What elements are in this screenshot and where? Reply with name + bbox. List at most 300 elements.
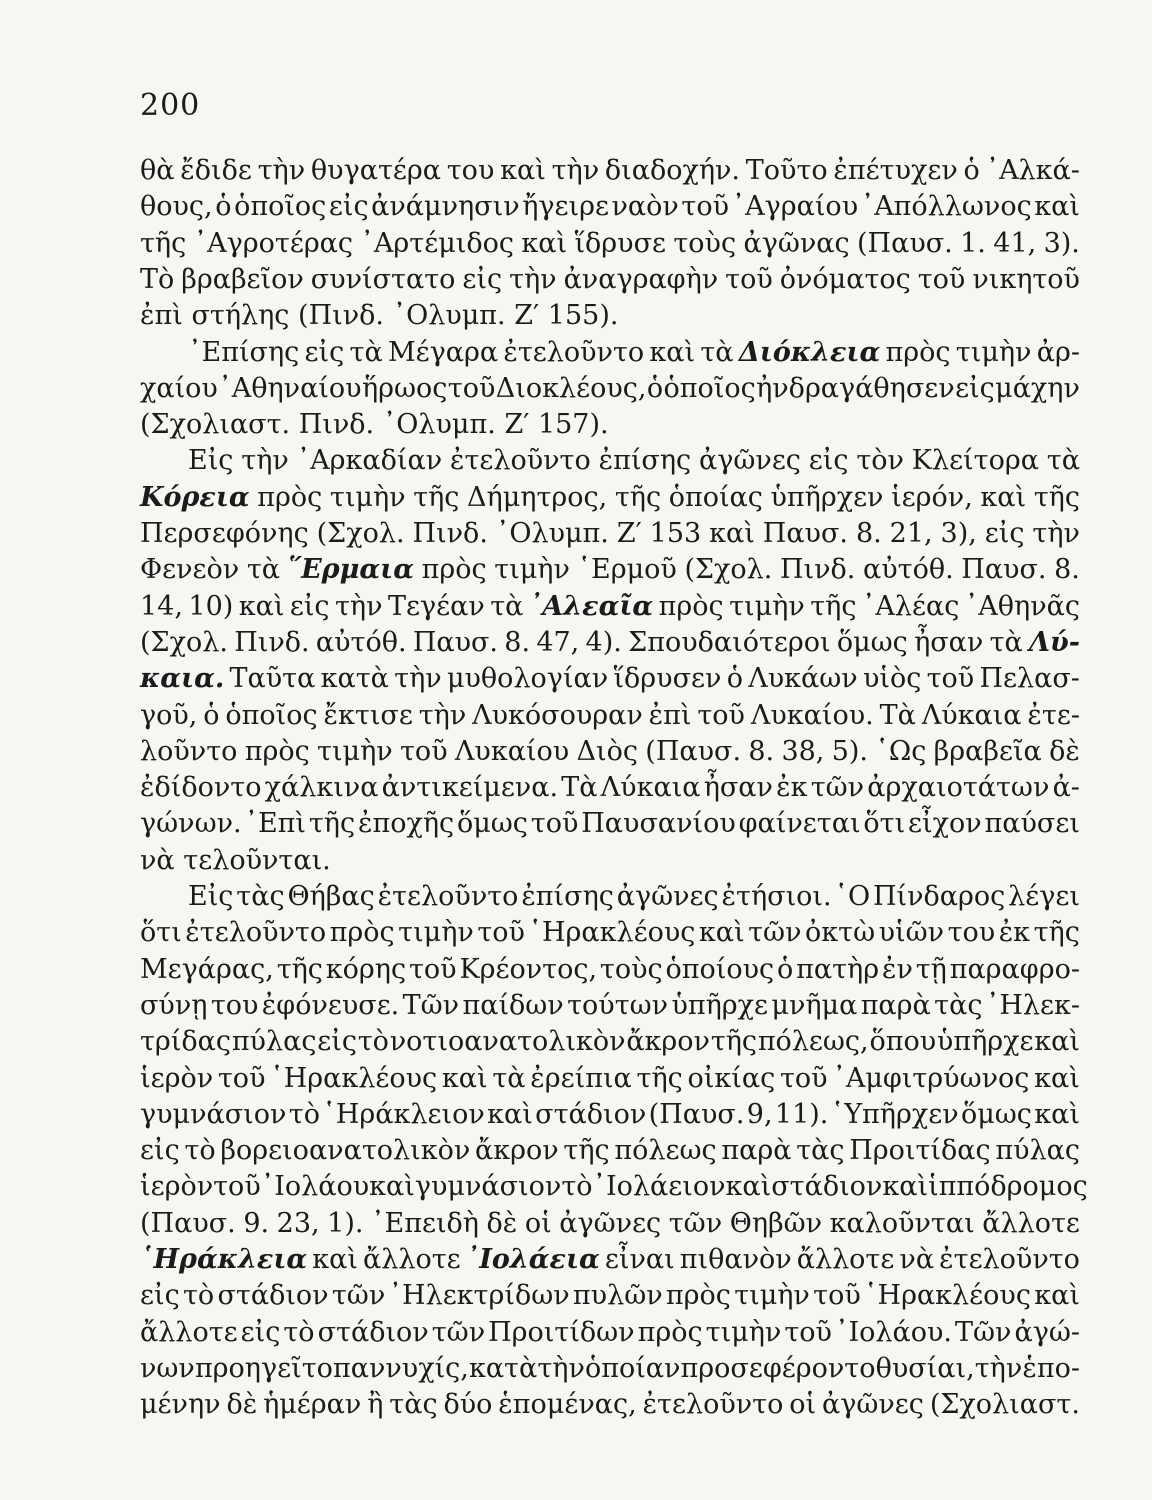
word: τῆς — [276, 953, 323, 985]
word: ὅπου — [869, 1026, 937, 1058]
word: τοῦ — [697, 699, 745, 731]
word: τὴν — [394, 663, 442, 695]
text-line — [140, 660, 1080, 698]
word: τοῦ — [213, 1171, 261, 1203]
word: ἀγῶνες — [616, 881, 719, 912]
word: Πινδ. — [412, 518, 488, 549]
word: τῆς — [563, 1135, 610, 1167]
text-line — [140, 1241, 1080, 1279]
word: τὸ — [288, 1098, 320, 1130]
word: καὶ — [238, 590, 285, 622]
word: ἱερὸν — [140, 1062, 214, 1094]
word: ᾿Αλκά- — [985, 155, 1080, 186]
text-line — [140, 261, 1080, 299]
word: ἦσαν — [914, 626, 984, 658]
word: τὰς — [934, 989, 983, 1021]
word: γοῦ, — [140, 699, 198, 731]
word: ἀρ- — [1036, 336, 1080, 368]
word: καὶ — [500, 155, 546, 186]
word: Μέγαρα — [387, 336, 499, 368]
word: (Σχολ. — [140, 626, 228, 658]
word: τιμὴν — [317, 735, 393, 767]
text-line — [140, 769, 1080, 807]
word: ᾿Ολυμπ. — [382, 409, 496, 441]
word: ἐτελοῦντο — [642, 1389, 784, 1421]
word: 155). — [547, 300, 619, 332]
word: στάδιον — [771, 1171, 883, 1203]
word: ἀ- — [1052, 772, 1080, 804]
text-line — [140, 1132, 1080, 1170]
word: Παυσ. — [412, 626, 499, 658]
word: τιμὴν — [494, 554, 570, 586]
word: Κρέοντος, — [459, 953, 598, 985]
word: προηγεῖτο — [194, 1352, 333, 1384]
word: Σπουδαιότεροι — [628, 626, 831, 658]
word: στάδιον — [317, 1316, 429, 1348]
word: νὰ — [899, 1244, 935, 1275]
text-line — [140, 914, 1080, 952]
word: Λύκαια — [921, 699, 1022, 731]
text-line — [140, 733, 1080, 771]
word: γυμνάσιον — [414, 1171, 562, 1203]
word: ἡμέραν — [263, 1389, 362, 1421]
word: ὁποίαν — [584, 1352, 681, 1384]
bold-term: ῾Ηράκλεια — [140, 1244, 308, 1275]
word: τιμὴν — [734, 1280, 810, 1312]
word: ὁ — [726, 663, 743, 695]
word: ἀγῶνας — [743, 227, 850, 259]
word: Εἰς — [188, 445, 234, 477]
word: ἐπὶ — [140, 300, 183, 332]
word: τὸ — [283, 1316, 315, 1348]
word: συνίστατο — [310, 263, 456, 295]
word: ᾿Αρτέμιδος — [360, 227, 514, 259]
word: μνῆμα — [771, 989, 858, 1021]
word: δὲ — [486, 1207, 518, 1239]
word: τὰς — [236, 881, 285, 912]
word: Πινδ. — [234, 626, 310, 658]
word: καλοῦνται — [829, 1207, 975, 1239]
word: τοῦ — [447, 372, 496, 404]
word: ᾿Ιολάου. — [834, 1316, 952, 1348]
word: ἐπὶ — [648, 699, 692, 731]
word: τούτων — [567, 989, 669, 1021]
word: τὰς — [389, 1389, 438, 1421]
word: ἐπίσης — [521, 881, 614, 912]
word: δὲ — [226, 1389, 258, 1421]
word: προσεφέροντο — [680, 1352, 876, 1384]
word: τοῦ — [681, 191, 730, 223]
word: Φενεὸν — [140, 554, 240, 586]
word: Προιτίδας — [849, 1135, 991, 1167]
word: ῾Ηρακλέους — [528, 917, 696, 949]
word: ναὸν — [611, 191, 679, 223]
word: τῶν — [810, 772, 865, 804]
bold-term: Λύ- — [1029, 626, 1080, 658]
word: ἐφόνευσε. — [261, 989, 400, 1021]
word: ἀναγραφὴν — [563, 263, 719, 295]
text-line — [140, 188, 1080, 226]
text-line — [140, 987, 1080, 1025]
word: οἱ — [524, 1207, 552, 1239]
word: ἱερὸν — [140, 1171, 214, 1203]
word: τῶν — [431, 1316, 486, 1348]
word: Τοῦτο — [745, 155, 828, 186]
word: ὁ — [777, 953, 794, 985]
word: ὁποῖος — [225, 699, 318, 731]
word: ῾Ο — [834, 881, 871, 912]
word: 153 — [649, 518, 702, 549]
text-line — [140, 951, 1080, 989]
text-line — [140, 479, 1080, 517]
word: βραβεῖα — [933, 735, 1042, 767]
word: τοῦ — [477, 917, 525, 949]
word: καὶ — [1034, 1280, 1080, 1312]
word: εἰς — [140, 1135, 180, 1167]
word: ἐπίσης — [598, 445, 692, 477]
word: ὁ — [203, 699, 220, 731]
bold-term: ῞Ερμαια — [287, 554, 415, 586]
word: μυθολογίαν — [446, 663, 609, 695]
word: τιμὴν — [955, 336, 1032, 368]
word: 23, — [276, 1207, 320, 1239]
word: γώνων. — [140, 808, 242, 840]
word: Λυκαίου — [454, 735, 570, 767]
text-line — [140, 1168, 1088, 1206]
word: ἀγῶνες — [822, 1389, 924, 1421]
word: τὴν — [418, 699, 467, 731]
word: πρὸς — [665, 1280, 731, 1312]
word: 38, — [781, 735, 825, 767]
word: κατὰ — [320, 663, 389, 695]
word: ᾿Ιολάειον — [592, 1171, 726, 1203]
word: ὑπῆρχε — [936, 1026, 1034, 1058]
word: εἶχον — [908, 808, 982, 840]
word: (Παυσ. — [857, 227, 953, 259]
word: 9, — [746, 1098, 773, 1130]
word: (Σχολιαστ. — [929, 1389, 1080, 1421]
word: πύλας — [995, 1135, 1080, 1167]
word: ἄλλοτε — [982, 1207, 1080, 1239]
word: (Σχολ. — [684, 554, 773, 586]
word: εἰς — [240, 1316, 281, 1348]
word: κατὰ — [468, 1352, 538, 1384]
word: λοῦντο — [140, 735, 238, 767]
word: Τῶν — [402, 989, 460, 1021]
word: υἱὸς — [862, 663, 922, 695]
word: βραβεῖον — [181, 263, 304, 295]
word: ἐν — [881, 953, 913, 985]
word: 8. — [504, 626, 531, 658]
word: 4). — [585, 626, 622, 658]
word: Ζ′ — [514, 300, 540, 332]
word: 21, — [889, 518, 933, 549]
word: ἐτελοῦντο — [185, 917, 327, 949]
word: Προιτίδων — [488, 1316, 635, 1348]
word: ἐποχῆς — [357, 808, 455, 840]
word: ὅτι — [863, 808, 906, 840]
word: τοῦ — [725, 263, 773, 295]
word: τοῦ — [917, 263, 966, 295]
word: ἄλλοτε — [796, 1244, 895, 1275]
word: ἠνδραγάθησεν — [756, 372, 955, 404]
word: ὁ — [646, 372, 664, 404]
word: κόρης — [325, 953, 407, 985]
word: εἰς — [328, 191, 369, 223]
word: νων — [140, 1352, 195, 1384]
word: τιμὴν — [398, 917, 474, 949]
text-line — [140, 588, 1080, 626]
word: ἀντικείμενα. — [381, 772, 559, 804]
word: Δήμητρος, — [467, 481, 608, 513]
word: εἶναι — [604, 1244, 675, 1275]
word: τελοῦνται. — [183, 844, 331, 876]
word: παρὰ — [721, 1135, 792, 1167]
word: καὶ — [487, 1098, 533, 1130]
word: τὴν — [974, 1352, 1023, 1384]
word: ῾Ερμοῦ — [577, 554, 677, 586]
word: ἔδιδε — [180, 155, 252, 186]
word: ἀγῶνες — [699, 445, 801, 477]
word: Παυσ. — [961, 554, 1047, 586]
word: ὀκτὼ — [805, 917, 876, 949]
word: Τὰ — [879, 699, 916, 731]
word: Ταῦτα — [229, 663, 316, 695]
word: παρὰ — [860, 989, 931, 1021]
bold-term: ᾿Αλεαῖα — [528, 590, 654, 622]
page-number: 200 — [140, 88, 201, 123]
word: Διοκλέους, — [495, 372, 647, 404]
word: φαίνεται — [738, 808, 861, 840]
word: χάλκινα — [264, 772, 379, 804]
word: 8. — [855, 518, 882, 549]
word: τοῦ — [400, 735, 448, 767]
word: ἥρωος — [361, 372, 448, 404]
word: παννυχίς, — [332, 1352, 469, 1384]
text-line — [188, 442, 1080, 480]
word: Τῶν — [955, 1316, 1012, 1348]
word: ἐτελοῦντο — [939, 1244, 1080, 1275]
word: θὰ — [140, 155, 175, 186]
word: καὶ — [698, 917, 745, 949]
text-line — [188, 334, 1080, 372]
word: ὁποῖος — [663, 372, 756, 404]
word: παίδων — [462, 989, 564, 1021]
word: ᾿Ολυμπ. — [495, 518, 609, 549]
word: τὴν — [509, 263, 557, 295]
word: τὰς — [796, 1135, 845, 1167]
word: τῆς — [710, 1026, 758, 1058]
word: τὴν — [551, 155, 600, 186]
word: Τεγέαν — [387, 590, 485, 622]
word: Ζ′ — [616, 518, 642, 549]
word: τὰ — [492, 1062, 526, 1094]
word: Πινδ. — [298, 409, 375, 441]
word: 1. — [960, 227, 986, 259]
word: ᾿Αθηναίου — [218, 372, 362, 404]
word: καὶ — [369, 1171, 415, 1203]
word: Λυκάων — [748, 663, 858, 695]
word: εἰς — [808, 445, 849, 477]
word: τιμὴν — [729, 590, 805, 622]
word: τὸ — [184, 1135, 216, 1167]
word: καὶ — [1034, 1098, 1080, 1130]
word: τὴν — [257, 155, 306, 186]
word: καὶ — [441, 1062, 488, 1094]
word: ἱππόδρομος — [928, 1171, 1088, 1203]
word: τῆς — [1033, 917, 1080, 949]
bold-term: Διόκλεια — [738, 336, 881, 368]
word: τὸ — [182, 1280, 215, 1312]
word: Τὰ — [561, 772, 598, 804]
word: ἵδρυσε — [574, 227, 666, 259]
word: ἀνάμνησιν — [371, 191, 520, 223]
word: πρὸς — [329, 917, 395, 949]
word: ὅτι — [140, 917, 182, 949]
word: (Σχολιαστ. — [140, 409, 291, 441]
word: παύσει — [984, 808, 1080, 840]
word: ἐτήσιοι. — [721, 881, 832, 912]
word: καὶ — [1034, 1026, 1080, 1058]
word: ἐτελοῦντο — [503, 336, 645, 368]
word: τῆς — [636, 1062, 683, 1094]
word: πατὴρ — [796, 953, 880, 985]
word: 8. — [748, 735, 775, 767]
word: πόλεως — [614, 1135, 717, 1167]
word: Εἰς — [188, 881, 234, 912]
word: Θηβῶν — [729, 1207, 823, 1239]
word: Παυσανίου — [581, 808, 736, 840]
text-line — [140, 1350, 1080, 1388]
word: ἐπέτυχεν — [833, 155, 958, 186]
word: τῇ — [915, 953, 947, 985]
text-line — [140, 297, 1080, 335]
word: 9. — [243, 1207, 270, 1239]
word: Λυκαίου. — [750, 699, 874, 731]
word: πρὸς — [658, 590, 724, 622]
word: τιμὴν — [329, 481, 406, 513]
word: 41, — [993, 227, 1037, 259]
word: τιμὴν — [705, 1316, 782, 1348]
word: οἰκίας — [687, 1062, 776, 1094]
word: εἰς — [462, 263, 503, 295]
word: ὁ — [963, 155, 980, 186]
text-line — [188, 878, 1080, 916]
word: στάδιον — [217, 1280, 329, 1312]
word: τὰ — [989, 626, 1023, 658]
word: ᾿Αγροτέρας — [193, 227, 354, 259]
text-line — [140, 842, 1080, 880]
word: ὀνόματος — [779, 263, 911, 295]
text-line — [140, 1023, 1080, 1061]
word: τοῦ — [408, 953, 457, 985]
word: θυσίαι, — [875, 1352, 975, 1384]
word: δύο — [443, 1389, 493, 1421]
text-line — [140, 1205, 1080, 1243]
word: ῾Ηρακλέους — [270, 1062, 438, 1094]
word: ᾿Αγραίου — [731, 191, 859, 223]
word: ἔκτισε — [323, 699, 413, 731]
word: ἐτελοῦντο — [377, 881, 519, 912]
word: μένην — [140, 1389, 221, 1421]
word: ἐρείπια — [530, 1062, 632, 1094]
word: 5). — [831, 735, 868, 767]
word: Πελασ- — [979, 663, 1080, 695]
word: οἱ — [789, 1389, 817, 1421]
word: Λυκόσουραν — [472, 699, 643, 731]
word: νὰ — [140, 844, 175, 876]
word: καὶ — [980, 481, 1027, 513]
word: καὶ — [725, 1171, 772, 1203]
word: ἐτελοῦντο — [449, 445, 591, 477]
word: τὴν — [537, 1352, 585, 1384]
word: Κλείτορα — [911, 445, 1039, 477]
text-line — [140, 805, 1080, 843]
word: στάδιον — [535, 1098, 647, 1130]
word: του — [210, 989, 259, 1021]
word: θυγατέρα — [310, 155, 441, 186]
word: ὅμως — [836, 626, 908, 658]
text-line — [140, 1060, 1080, 1098]
word: Θήβας — [287, 881, 375, 912]
word: τρίδας — [140, 1026, 232, 1058]
word: ᾿Ιολάου — [260, 1171, 370, 1203]
word: ἦσαν — [703, 772, 773, 804]
text-line — [140, 515, 1080, 553]
word: ὁποίας — [668, 481, 763, 513]
word: γυμνάσιον — [140, 1098, 287, 1130]
word: πυλῶν — [572, 1280, 663, 1312]
word: τῆς — [308, 808, 356, 840]
word: ᾿Ηλεκτρίδων — [388, 1280, 570, 1312]
word: ἀρχαιοτάτων — [867, 772, 1050, 804]
word: τὰ — [246, 554, 280, 586]
word: ᾿Αλέας — [861, 590, 960, 622]
word: πρὸς — [421, 554, 487, 586]
text-line — [140, 370, 1080, 408]
word: εἰς — [984, 518, 1025, 549]
word: εἰς — [140, 1280, 180, 1312]
word: εἰς — [955, 372, 995, 404]
word: ἐκ — [998, 917, 1031, 949]
word: 10) — [188, 590, 234, 622]
word: τὴν — [335, 590, 383, 622]
word: τῶν — [748, 917, 802, 949]
word: τοῦ — [784, 1316, 832, 1348]
word: ἐκ — [776, 772, 808, 804]
word: ᾿Ολυμπ. — [392, 300, 506, 332]
word: (Παυσ. — [140, 1207, 236, 1239]
text-line — [140, 1277, 1080, 1315]
word: ᾿Αμφιτρύωνος — [832, 1062, 1030, 1094]
word: ὅμως — [960, 1098, 1032, 1130]
word: παραφρο- — [949, 953, 1080, 985]
word: τὸ — [561, 1171, 593, 1203]
word: πρὸς — [637, 1316, 703, 1348]
word: ἑπο- — [1022, 1352, 1080, 1384]
text-line — [140, 225, 1080, 263]
word: τοῦ — [779, 1062, 828, 1094]
word: αὐτόθ. — [862, 554, 954, 586]
word: νοτιοανατολικὸν — [389, 1026, 626, 1058]
word: Πινδ. — [779, 554, 856, 586]
word: καὶ — [1034, 1062, 1080, 1094]
word: ᾿Ηλεκ- — [985, 989, 1080, 1021]
word: λέγει — [1008, 881, 1080, 912]
word: του — [947, 917, 996, 949]
word: καὶ — [1034, 191, 1080, 223]
word: τοὺς — [599, 953, 663, 985]
